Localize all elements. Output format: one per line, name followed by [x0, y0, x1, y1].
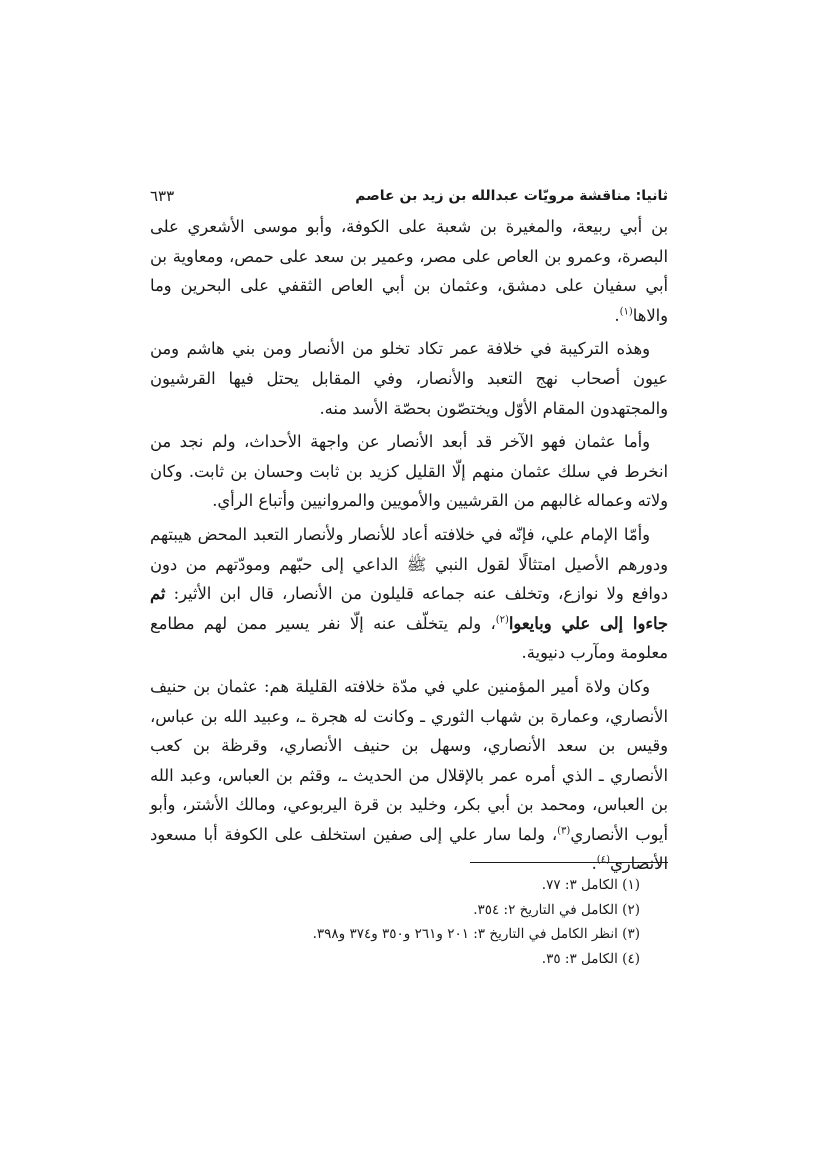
paragraph-4-rest: ، ولم يتخلّف عنه إلّا نفر يسير ممن لهم مطامع معلومة ومآرب دنيوية. [150, 613, 668, 663]
footnote-3: (٣) انظر الكامل في التاريخ ٣: ٢٠١ و٢٦١ و٣٥٠ و٣٧٤ و٣٩٨. [312, 926, 640, 942]
footnote-4: (٤) الكامل ٣: ٣٥. [541, 950, 640, 967]
page-number: ٦٣٣ [150, 187, 175, 205]
main-text [150, 212, 668, 879]
footnotes [150, 873, 668, 971]
paragraph-3: وأما عثمان فهو الآخر قد أبعد الأنصار عن واجهة الأحداث، ولم نجد من انخرط في سلك عثمان منهم إلّا القليل كزيد بن ثابت وحسان بن ثابت. وكان ولاته وعماله غالبهم من القرشيين والأمويين والمروانيين وأتباع الرأي. [150, 432, 668, 511]
paragraph-2: وهذه التركيبة في خلافة عمر تكاد تخلو من الأنصار ومن بني هاشم ومن عيون أصحاب نهج التعبد والأنصار، وفي المقابل يحتل فيها القرشيون والمجتهدون المقام الأوّل ويختصّون بحصّة الأسد منه. [150, 339, 668, 418]
footnote-ref-2[interactable]: (٢) [495, 614, 509, 626]
paragraph-1 [150, 212, 668, 330]
footnote-ref-4[interactable]: (٤) [596, 855, 610, 867]
footnote-2: (٢) الكامل في التاريخ ٢: ٣٥٤. [473, 901, 640, 918]
paragraph-5-text: وكان ولاة أمير المؤمنين علي في مدّة خلافته القليلة هم: عثمان بن حنيف الأنصاري، وعمارة بن شهاب الثوري ـ وكانت له هجرة ـ، وعبيد الله بن عباس، وقيس بن سعد الأنصاري، وسهل بن حنيف الأنصاري، وقرظة بن كعب الأنصاري ـ الذي أمره عمر بالإقلال من الحديث ـ، وقثم بن العباس، وعبد الله بن العباس، ومحمد بن أبي بكر، وخليد بن قرة اليربوعي، ومالك الأشتر، وأبو أيوب الأنصاري [150, 676, 668, 844]
footnote-1: (١) الكامل ٣: ٧٧. [541, 877, 640, 893]
footnote-separator [470, 862, 668, 863]
page-header [150, 183, 668, 209]
footnote-ref-1[interactable]: (١) [619, 306, 633, 318]
footnote-ref-3[interactable]: (٣) [557, 825, 571, 837]
paragraph-4 [150, 520, 668, 668]
paragraph-5-end: . [591, 854, 597, 874]
quote-bold: ثم جاءوا إلى علي وبايعوا [150, 584, 668, 633]
paragraph-1-end: . [614, 305, 620, 325]
paragraph-5-mid: ، ولما سار علي إلى صفين استخلف على الكوفة أبا مسعود الأنصاري [150, 824, 668, 874]
paragraph-1-text: بن أبي ربيعة، والمغيرة بن شعبة على الكوفة، وأبو موسى الأشعري على البصرة، وعمرو بن العاص على مصر، وعمير بن سعد على حمص، ومعاوية بن أبي سفيان على دمشق، وعثمان بن أبي العاص الثقفي على البحرين وما والاها [150, 217, 668, 325]
paragraph-5 [150, 672, 668, 879]
running-title: ثانيا: مناقشة مرويّات عبدالله بن زيد بن عاصم [355, 188, 668, 204]
paragraph-4-text: وأمّا الإمام علي، فإنّه في خلافته أعاد للأنصار ولأنصار التعبد المحض هيبتهم ودورهم الأصيل امتثالًا لقول النبي ﷺ الداعي إلى حبّهم ومودّتهم من دون دوافع ولا نوازع، وتخلف عنه جماعه قليلون من الأنصار، قال ابن الأثير: [150, 524, 668, 604]
